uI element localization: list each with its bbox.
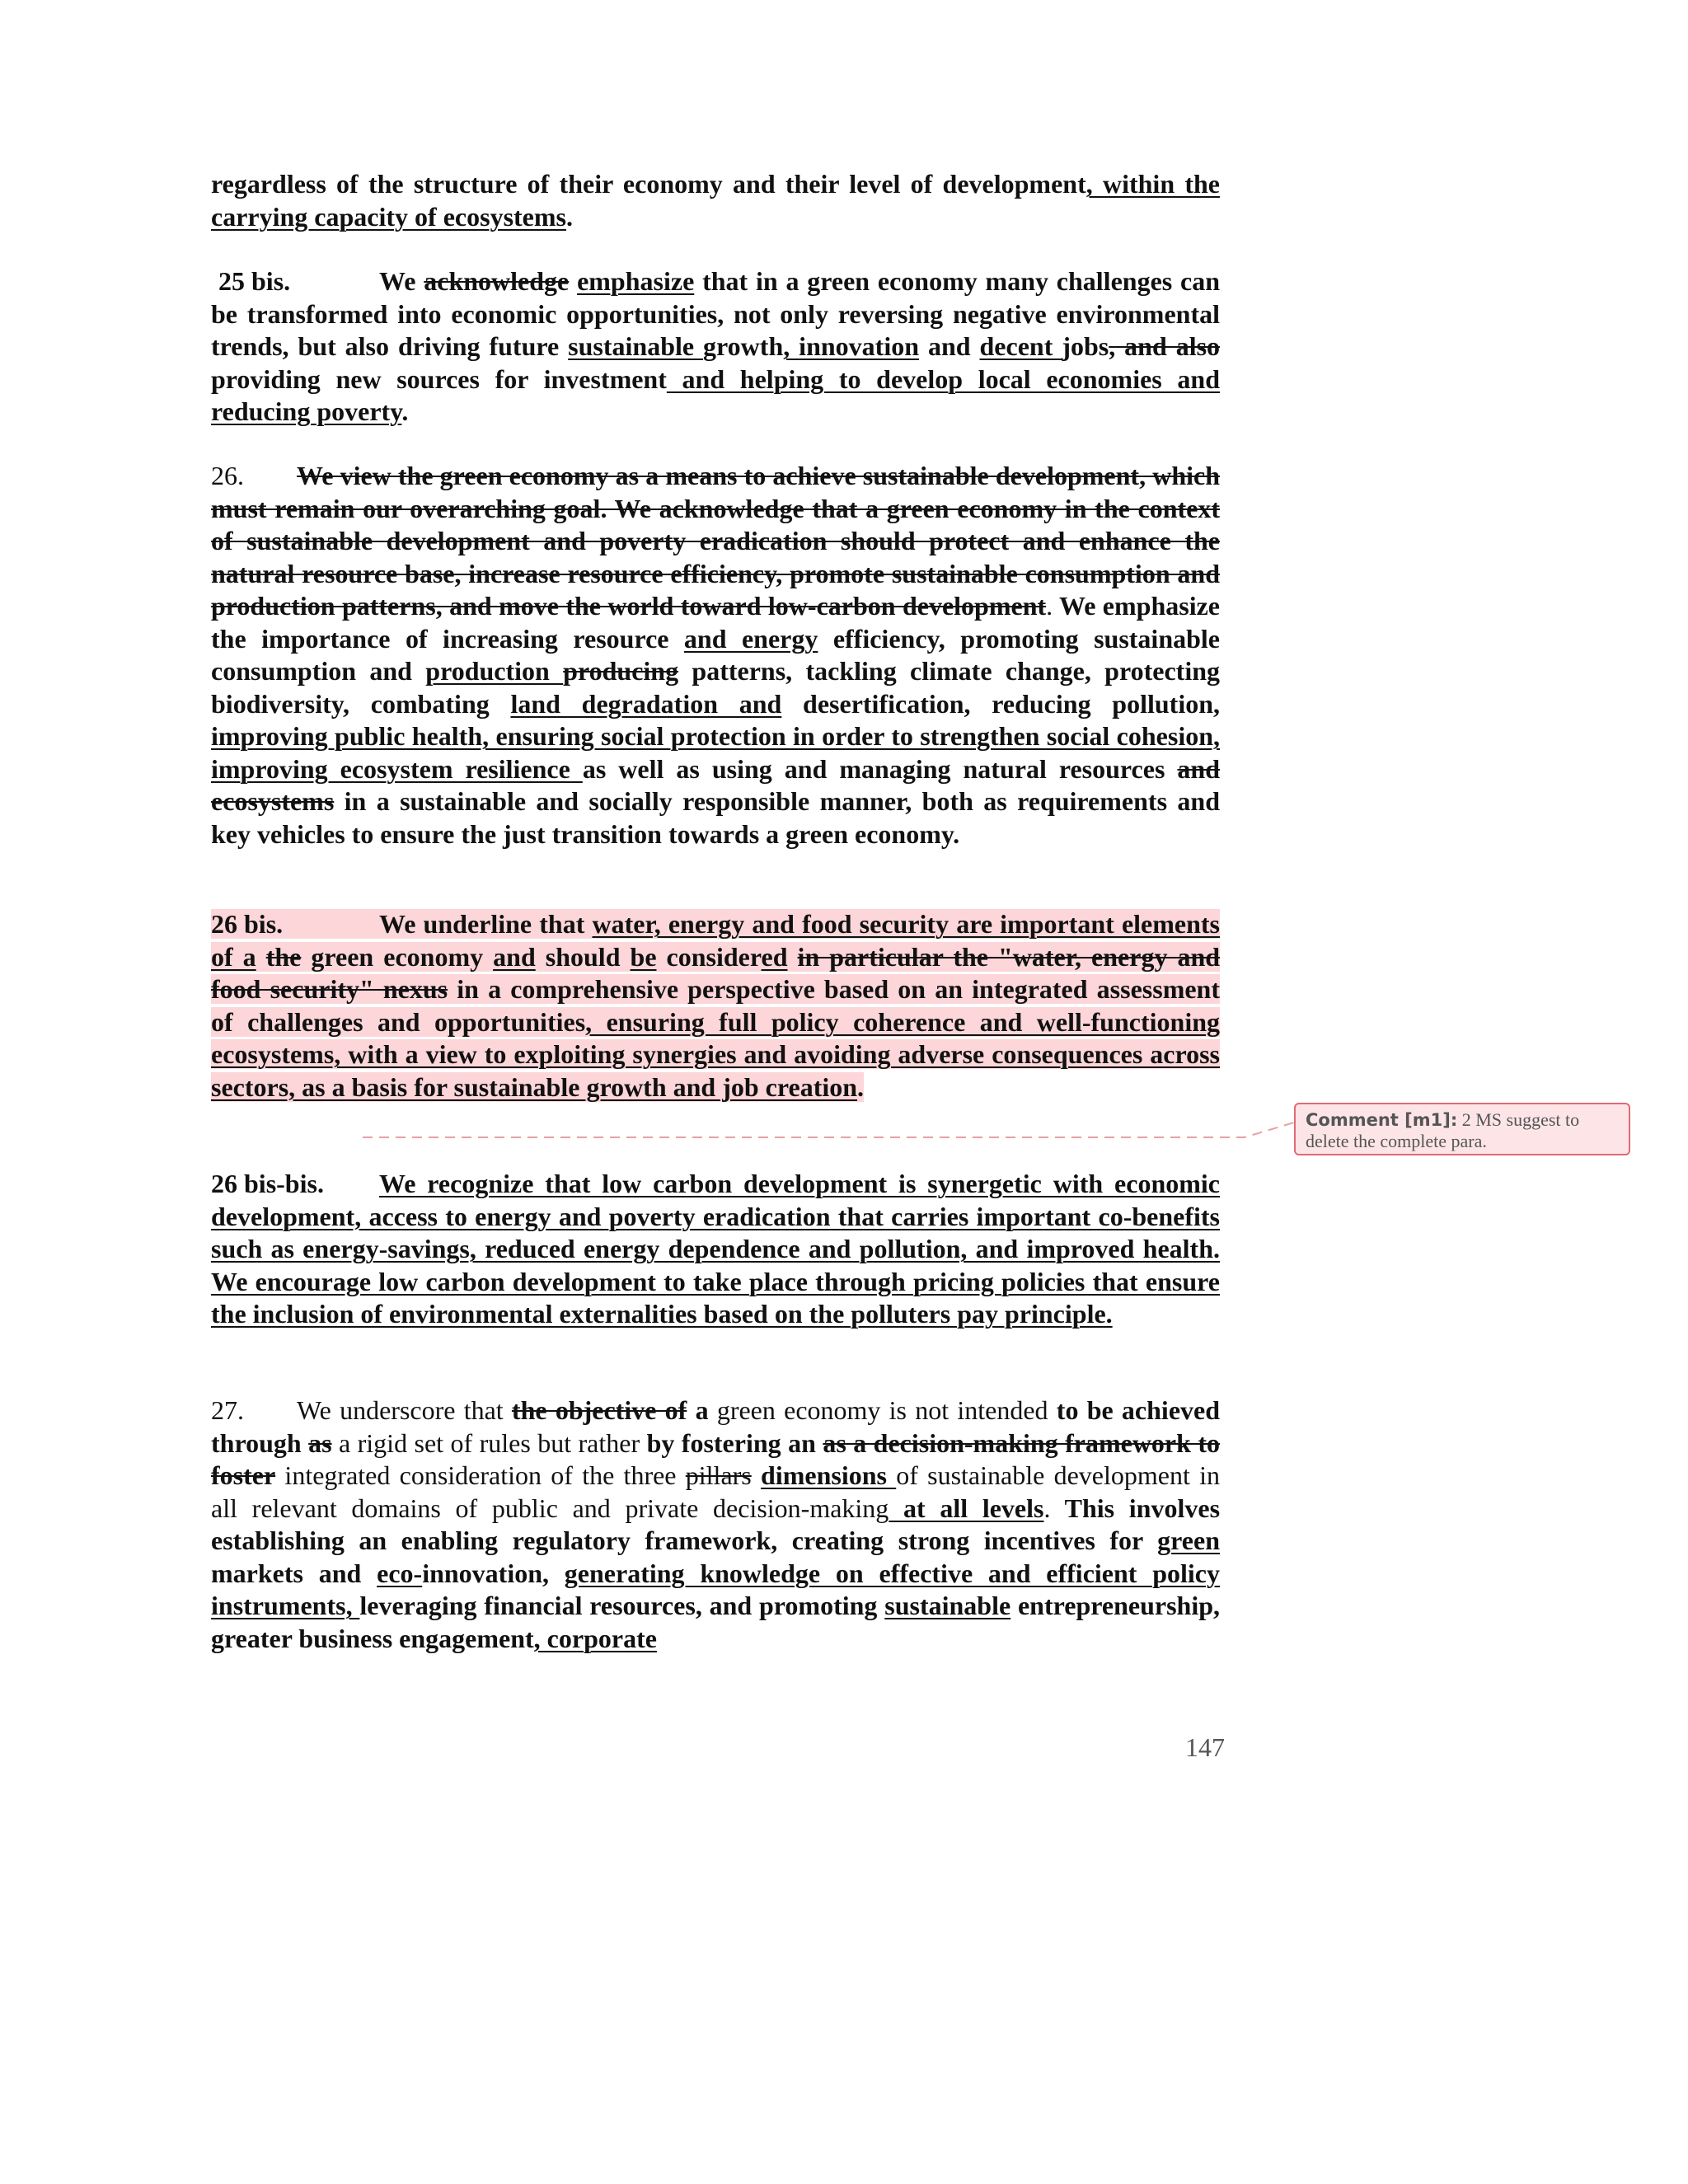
deleted-text: producing [563, 656, 679, 686]
inserted-text: decent [979, 331, 1062, 361]
inserted-text: eco- [377, 1558, 423, 1588]
text-run: . [1046, 591, 1053, 621]
deleted-text: acknowledge [424, 266, 570, 296]
text-run: green economy [301, 941, 494, 972]
inserted-text: We recognize that low carbon development is synergetic with economic development, access to energy and poverty eradication that carries important co-benefits such as energy-savings, reduced energy dependence and pollution, and improved health. We encourage low carbon development to take place through pricing policies that ensure the inclusion of environmental externalities based on the polluters pay principle. [211, 1169, 1220, 1329]
text-run: of sustainable development in all relevant domains of public and private decision-making [211, 1460, 1221, 1523]
text-run: . [1043, 1493, 1051, 1523]
deleted-text: the objective of [511, 1395, 687, 1425]
inserted-text: , corporate [533, 1623, 657, 1653]
inserted-text: water, energy and food security are important elements of a [211, 909, 1221, 972]
page-number: 147 [1185, 1732, 1225, 1762]
text-run: innovation, [422, 1558, 565, 1588]
text-run: efficiency, promoting sustainable consumption and [211, 623, 1221, 686]
inserted-text: ed [761, 941, 788, 972]
text-run [302, 1428, 308, 1458]
text-run: a rigid set of rules but rather [331, 1427, 647, 1458]
deleted-text: in particular the "water, energy and food security" nexus [211, 941, 1221, 1004]
paragraph-number: 25 bis. [218, 266, 291, 296]
text-run: should [535, 941, 631, 972]
deleted-text: the [265, 941, 302, 972]
paragraph-27 [211, 1394, 1220, 1655]
text-run: as well as using and managing natural resources [582, 753, 1178, 784]
text-run [256, 942, 266, 972]
paragraph-26-bis [211, 908, 1220, 1104]
text-run: that in a green economy many challenges can be transformed into economic opportunities, not only reversing negative environmental trends, but also driving future [211, 266, 1221, 361]
text-run: We underline that [379, 909, 593, 939]
inserted-text: generating knowledge on effective and efficient policy instruments, [211, 1558, 1221, 1620]
text-run: in a sustainable and socially responsible manner, both as requirements and key vehicles to ensure the just transition towards a green economy. [211, 786, 1220, 849]
paragraph-26-bis-bis [211, 1168, 1220, 1331]
comment-balloon[interactable] [1294, 1103, 1630, 1155]
comment-text: 2 MS suggest to delete the complete para. [1306, 1109, 1580, 1151]
text-run: integrated consideration of the three [275, 1460, 686, 1490]
inserted-text: sustainable [884, 1591, 1011, 1620]
inserted-text: , within the carrying capacity of ecosystems [211, 169, 1221, 232]
text-run: entrepreneurship, greater business engagement [211, 1591, 1221, 1653]
deleted-text: pillars [685, 1460, 752, 1490]
paragraph-number: 26 bis. [211, 909, 284, 939]
paragraph-number: 26. [211, 461, 244, 490]
text-run [788, 942, 798, 972]
inserted-text: green [1157, 1526, 1220, 1555]
text-run: growth [703, 331, 784, 361]
text-run: in a comprehensive perspective based on an integrated assessment of challenges and opportunities [211, 974, 1221, 1037]
deleted-text: as [308, 1427, 332, 1458]
text-run: to be achieved through [211, 1395, 1221, 1458]
paragraph-26 [211, 460, 1220, 851]
text-run: providing new sources for investment [211, 363, 667, 394]
text-run [752, 1460, 761, 1490]
text-run: patterns, tackling climate change, protecting biodiversity, combating [211, 656, 1221, 719]
text-run: . [401, 396, 409, 426]
text-run: markets and [211, 1558, 377, 1588]
inserted-text: and [493, 941, 536, 972]
inserted-text: , innovation [783, 331, 920, 361]
text-run: consider [656, 941, 762, 972]
text-run: We underscore that [297, 1395, 512, 1425]
text-run: desertification, reducing pollution, [781, 688, 1220, 719]
inserted-text: sustainable [568, 331, 704, 361]
text-run: . [857, 1071, 865, 1102]
text-run: jobs [1062, 331, 1109, 361]
inserted-text: improving public health, ensuring social protection in order to strengthen social cohesion, improving ecosystem resilience [211, 721, 1220, 784]
inserted-text: and energy [683, 623, 818, 654]
comment-label: Comment [m1]: [1306, 1110, 1458, 1130]
text-run: and [919, 331, 980, 361]
text-run [569, 266, 577, 296]
text-run: by fostering an [646, 1427, 816, 1458]
paragraph-number: 27. [211, 1395, 244, 1425]
inserted-text: , ensuring full policy coherence and well-functioning ecosystems, with a view to exploiting synergies and avoiding adverse consequences across sectors, as a basis for sustainable growth and job creation [211, 1006, 1221, 1102]
inserted-text: at all levels [889, 1493, 1044, 1523]
deleted-text: and ecosystems [211, 753, 1221, 816]
text-run: . [565, 201, 573, 232]
text-run: We emphasize the importance of increasing resource [211, 591, 1221, 654]
inserted-text: production [425, 656, 564, 686]
deleted-text: as a decision-making framework to foster [211, 1427, 1221, 1490]
text-run: green economy is not intended [708, 1395, 1057, 1425]
paragraph-25-bis [211, 265, 1220, 429]
text-run: We [379, 266, 424, 296]
text-run: regardless of the structure of their economy and their level of development [211, 169, 1086, 199]
deleted-text: We view the green economy as a means to achieve sustainable development, which must remain our overarching goal. We acknowledge that a green economy in the context of sustainable development and poverty eradication should protect and enhance the natural resource base, increase resource efficiency, promote sustainable consumption and production patterns, and move the world toward low-carbon development [211, 461, 1220, 621]
paragraph-number: 26 bis-bis. [211, 1169, 324, 1198]
inserted-text: be [630, 941, 657, 972]
text-run: a [687, 1395, 709, 1425]
inserted-text: land degradation and [510, 688, 782, 719]
text-run: This involves establishing an enabling regulatory framework, creating strong incentives for [211, 1493, 1221, 1555]
deleted-text: , and also [1109, 331, 1221, 361]
inserted-text: emphasize [577, 266, 695, 296]
paragraph-continuation [211, 168, 1220, 233]
inserted-text: dimensions [761, 1460, 897, 1490]
inserted-text: and helping to develop local economies and reducing poverty [211, 363, 1221, 426]
text-run: leveraging financial resources, and promoting [359, 1591, 885, 1620]
